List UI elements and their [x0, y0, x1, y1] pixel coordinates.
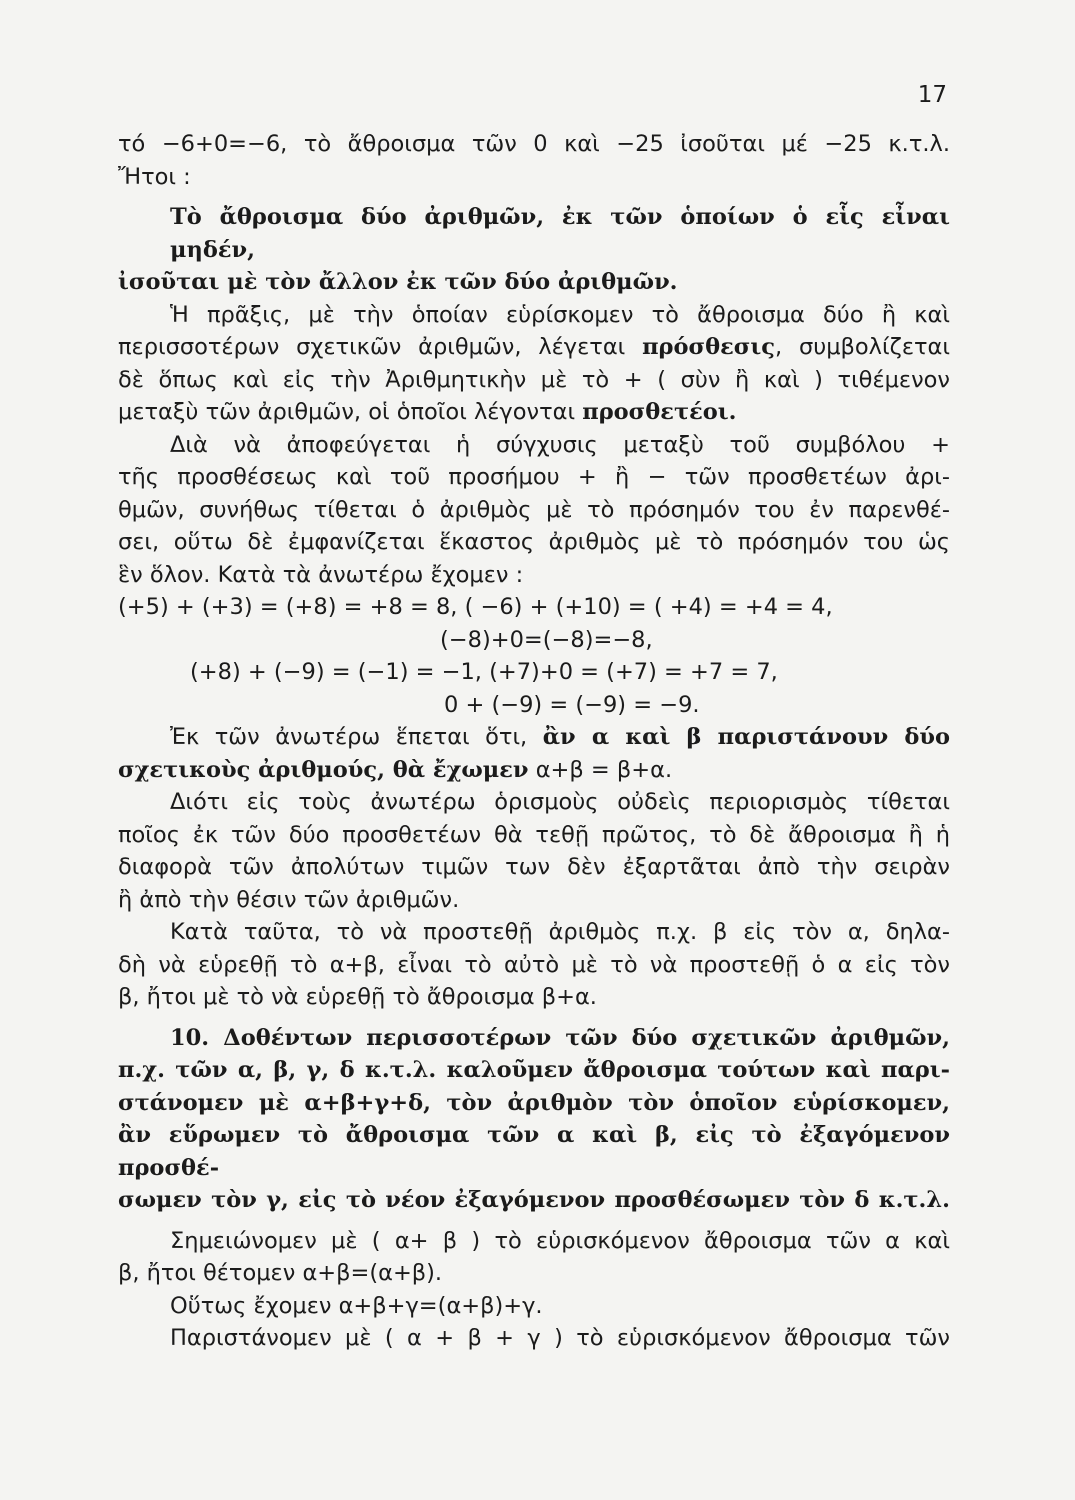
text-line: β, ἤτοι θέτομεν α+β=(α+β).: [118, 1260, 443, 1286]
text-span: Ἐκ τῶν ἀνωτέρω ἕπεται ὅτι,: [170, 724, 543, 750]
rule-statement: σχετικοὺς ἀριθμούς, θὰ ἔχωμεν: [118, 756, 529, 783]
page-number: 17: [917, 82, 947, 108]
rule-statement: Τὸ ἄθροισμα δύο ἀριθμῶν, ἐκ τῶν ὁποίων ὁ εἷς εἶναι μηδέν,: [170, 204, 950, 263]
text-line: ποῖος ἐκ τῶν δύο προσθετέων θὰ τεθῇ πρῶτος, τὸ δὲ ἄθροισμα ἢ ἡ: [118, 821, 950, 848]
formula-inline: α+β = β+α.: [528, 756, 673, 783]
definition-line: π.χ. τῶν α, β, γ, δ κ.τ.λ. καλοῦμεν ἄθροισμα τούτων καὶ παρι-: [118, 1057, 950, 1083]
text-line: [118, 396, 950, 429]
text-line: Διὰ νὰ ἀποφεύγεται ἡ σύγχυσις μεταξὺ τοῦ συμβόλου +: [170, 431, 950, 458]
text-span: περισσοτέρων σχετικῶν ἀριθμῶν, λέγεται: [118, 334, 643, 360]
text-line: Κατὰ ταῦτα, τὸ νὰ προστεθῇ ἀριθμὸς π.χ. β εἰς τὸν α, δηλα-: [170, 919, 950, 945]
text-line: Παριστάνομεν μὲ ( α + β + γ ) τὸ εὑρισκόμενον ἄθροισμα τῶν: [170, 1325, 950, 1351]
definition-line: στάνομεν μὲ α+β+γ+δ, τὸν ἀριθμὸν τὸν ὁποῖον εὑρίσκομεν,: [118, 1089, 950, 1116]
text-line: τῆς προσθέσεως καὶ τοῦ προσήμου + ἢ − τῶν προσθετέων ἀρι-: [118, 464, 950, 490]
text-line: Διότι εἰς τοὺς ἀνωτέρω ὁρισμοὺς οὐδεὶς περιορισμὸς τίθεται: [170, 789, 950, 815]
text-line: Ἤτοι :: [118, 163, 191, 190]
body-text: [118, 128, 950, 1355]
text-line: β, ἤτοι μὲ τὸ νὰ εὑρεθῇ τὸ ἄθροισμα β+α.: [118, 984, 597, 1010]
text-span: , συμβολίζεται: [774, 334, 950, 360]
text-line: [118, 754, 950, 787]
text-line: [118, 331, 950, 364]
text-line: ἢ ἀπὸ τὴν θέσιν τῶν ἀριθμῶν.: [118, 886, 460, 913]
text-line: τό −6+0=−6, τὸ ἄθροισμα τῶν 0 καὶ −25 ἰσοῦται μέ −25 κ.τ.λ.: [118, 131, 950, 157]
text-line: Σημειώνομεν μὲ ( α+ β ) τὸ εὑρισκόμενον ἄθροισμα τῶν α καὶ: [170, 1227, 950, 1254]
text-line: διαφορὰ τῶν ἀπολύτων τιμῶν των δὲν ἐξαρτᾶται ἀπὸ τὴν σειρὰν: [118, 854, 950, 880]
text-line: Ἡ πρᾶξις, μὲ τὴν ὁποίαν εὑρίσκομεν τὸ ἄθροισμα δύο ἢ καὶ: [170, 301, 950, 328]
term-addends: προσθετέοι.: [582, 399, 737, 425]
text-line: σει, οὕτω δὲ ἐμφανίζεται ἕκαστος ἀριθμὸς μὲ τὸ πρόσημόν του ὡς: [118, 529, 950, 555]
text-line: Οὕτως ἔχομεν α+β+γ=(α+β)+γ.: [170, 1292, 543, 1319]
rule-statement: ἰσοῦται μὲ τὸν ἄλλον ἐκ τῶν δύο ἀριθμῶν.: [118, 269, 678, 295]
definition-line: ἂν εὕρωμεν τὸ ἄθροισμα τῶν α καὶ β, εἰς τὸ ἐξαγόμενον προσθέ-: [118, 1122, 950, 1181]
definition-line: σωμεν τὸν γ, εἰς τὸ νέον ἐξαγόμενον προσθέσωμεν τὸν δ κ.τ.λ.: [118, 1187, 950, 1213]
formula-line: (−8)+0=(−8)=−8,: [440, 626, 653, 653]
text-span: μεταξὺ τῶν ἀριθμῶν, οἱ ὁποῖοι λέγονται: [118, 399, 583, 425]
formula-line: 0 + (−9) = (−9) = −9.: [444, 691, 700, 718]
section-heading: 10. Δοθέντων περισσοτέρων τῶν δύο σχετικῶν ἀριθμῶν,: [170, 1024, 950, 1051]
text-line: δὴ νὰ εὑρεθῇ τὸ α+β, εἶναι τὸ αὐτὸ μὲ τὸ νὰ προστεθῇ ὁ α εἰς τὸν: [118, 951, 950, 978]
formula-line: (+8) + (−9) = (−1) = −1, (+7)+0 = (+7) = +7 = 7,: [190, 659, 778, 685]
text-line: ἓν ὅλον. Κατὰ τὰ ἀνωτέρω ἔχομεν :: [118, 561, 524, 588]
text-line: [118, 721, 950, 754]
text-line: δὲ ὅπως καὶ εἰς τὴν Ἀριθμητικὴν μὲ τὸ + ( σὺν ἢ καὶ ) τιθέμενον: [118, 366, 950, 393]
term-addition: πρόσθεσις: [642, 334, 775, 360]
rule-statement: ἂν α καὶ β παριστάνουν δύο: [542, 724, 950, 750]
formula-line: (+5) + (+3) = (+8) = +8 = 8, ( −6) + (+10) = ( +4) = +4 = 4,: [118, 594, 833, 620]
text-line: θμῶν, συνήθως τίθεται ὁ ἀριθμὸς μὲ τὸ πρόσημόν του ἐν παρενθέ-: [118, 496, 950, 523]
